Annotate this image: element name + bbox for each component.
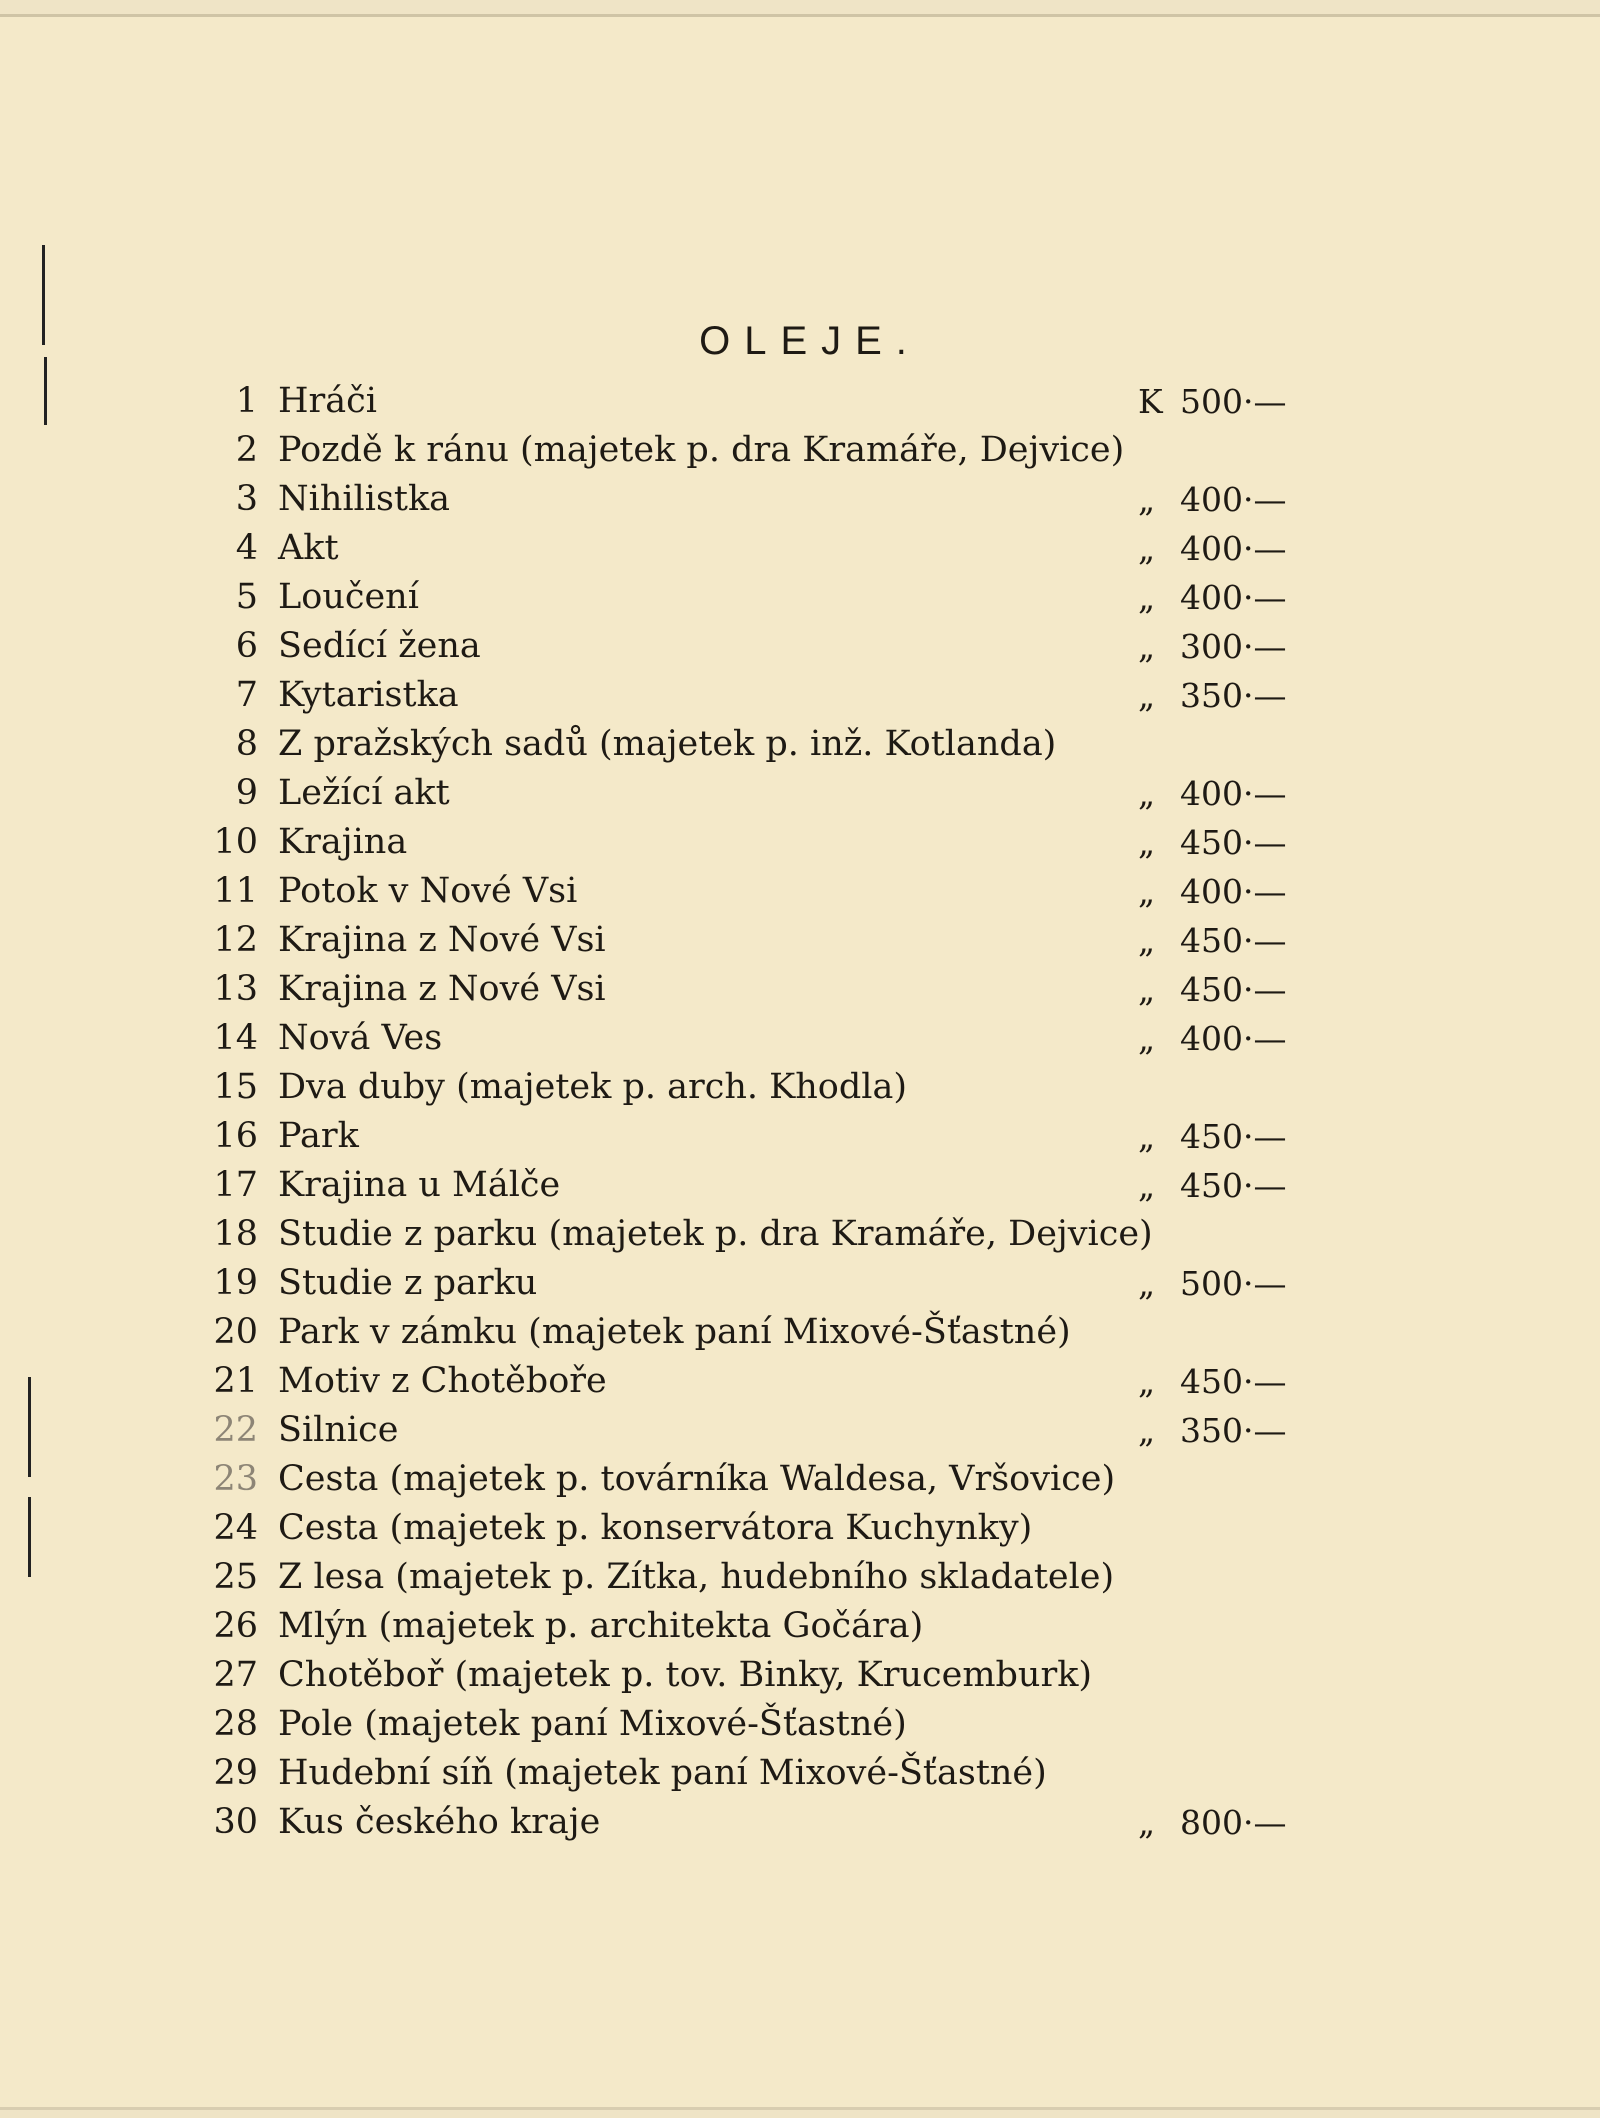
item-price	[1138, 622, 1286, 671]
item-price	[1138, 1112, 1286, 1161]
list-item	[200, 916, 1300, 965]
list-item	[200, 720, 1300, 769]
item-number: 12	[213, 920, 258, 960]
price-value: 450·—	[1180, 1117, 1287, 1156]
item-title: Pozdě k ránu (majetek p. dra Kramáře, Dejvice)	[278, 430, 1125, 470]
item-title: Park v zámku (majetek paní Mixové-Šťastné)	[278, 1312, 1071, 1352]
item-price	[1138, 1553, 1180, 1602]
item-title: Krajina u Málče	[278, 1165, 561, 1205]
item-number: 28	[213, 1704, 258, 1744]
item-number: 6	[235, 626, 258, 666]
price-value: 400·—	[1180, 774, 1287, 813]
item-price	[1138, 377, 1286, 426]
item-title: Hráči	[278, 381, 377, 421]
item-price	[1138, 1798, 1286, 1847]
price-unit: „	[1138, 823, 1156, 862]
list-item	[200, 1504, 1300, 1553]
item-number: 10	[213, 822, 258, 862]
price-unit: „	[1138, 970, 1156, 1009]
price-unit: „	[1138, 480, 1156, 519]
item-price	[1138, 1063, 1180, 1112]
item-number: 15	[213, 1067, 258, 1107]
price-value: 400·—	[1180, 1019, 1287, 1058]
item-price	[1138, 524, 1286, 573]
item-number: 27	[213, 1655, 258, 1695]
item-title: Z lesa (majetek p. Zítka, hudebního skladatele)	[278, 1557, 1115, 1597]
price-unit: „	[1138, 1411, 1156, 1450]
price-unit: „	[1138, 774, 1156, 813]
price-unit: „	[1138, 627, 1156, 666]
price-unit: „	[1138, 1117, 1156, 1156]
price-value: 400·—	[1180, 872, 1287, 911]
item-title: Akt	[278, 528, 339, 568]
item-number: 4	[235, 528, 258, 568]
item-price	[1138, 867, 1286, 916]
list-item	[200, 818, 1300, 867]
item-number: 21	[213, 1361, 258, 1401]
price-value: 800·—	[1180, 1803, 1287, 1842]
item-title: Park	[278, 1116, 359, 1156]
price-value: 400·—	[1180, 529, 1287, 568]
item-title: Krajina	[278, 822, 408, 862]
item-title: Studie z parku (majetek p. dra Kramáře, Dejvice)	[278, 1214, 1153, 1254]
price-value: 450·—	[1180, 1362, 1287, 1401]
list-item	[200, 1259, 1300, 1308]
item-number: 2	[235, 430, 258, 470]
list-item	[200, 524, 1300, 573]
item-number: 9	[235, 773, 258, 813]
list-item	[200, 867, 1300, 916]
margin-pencil-mark	[44, 357, 47, 425]
price-unit: „	[1138, 578, 1156, 617]
catalog-page	[0, 14, 1600, 2110]
item-title: Hudební síň (majetek paní Mixové-Šťastné)	[278, 1753, 1047, 1793]
item-number: 23	[213, 1459, 258, 1499]
price-value: 400·—	[1180, 480, 1287, 519]
item-price	[1138, 573, 1286, 622]
list-item	[200, 1308, 1300, 1357]
list-item	[200, 426, 1300, 475]
item-price	[1138, 1161, 1286, 1210]
item-price	[1138, 1504, 1180, 1553]
item-number: 11	[213, 871, 258, 911]
item-price	[1138, 965, 1286, 1014]
item-price	[1138, 769, 1286, 818]
item-title: Potok v Nové Vsi	[278, 871, 578, 911]
item-price	[1138, 818, 1286, 867]
list-item	[200, 1014, 1300, 1063]
price-unit: „	[1138, 529, 1156, 568]
item-price	[1138, 720, 1180, 769]
item-number: 24	[213, 1508, 258, 1548]
item-title: Dva duby (majetek p. arch. Khodla)	[278, 1067, 907, 1107]
item-title: Sedící žena	[278, 626, 481, 666]
item-number: 22	[213, 1410, 258, 1450]
list-item	[200, 769, 1300, 818]
price-unit: „	[1138, 1362, 1156, 1401]
list-item	[200, 1651, 1300, 1700]
price-unit: K	[1138, 382, 1163, 421]
price-value: 350·—	[1180, 676, 1287, 715]
item-price	[1138, 1014, 1286, 1063]
item-number: 17	[213, 1165, 258, 1205]
item-title: Nová Ves	[278, 1018, 443, 1058]
painting-list	[200, 377, 1300, 1847]
item-title: Krajina z Nové Vsi	[278, 920, 606, 960]
item-price	[1138, 1357, 1286, 1406]
price-value: 450·—	[1180, 1166, 1287, 1205]
item-number: 5	[235, 577, 258, 617]
price-unit: „	[1138, 1166, 1156, 1205]
price-unit: „	[1138, 1803, 1156, 1842]
item-price	[1138, 1210, 1180, 1259]
list-item	[200, 1210, 1300, 1259]
item-price	[1138, 1700, 1180, 1749]
item-price	[1138, 916, 1286, 965]
list-item	[200, 1112, 1300, 1161]
item-title: Cesta (majetek p. konservátora Kuchynky)	[278, 1508, 1033, 1548]
list-item	[200, 965, 1300, 1014]
item-price	[1138, 671, 1286, 720]
price-value: 500·—	[1180, 382, 1287, 421]
price-unit: „	[1138, 921, 1156, 960]
item-number: 8	[235, 724, 258, 764]
item-price	[1138, 1749, 1180, 1798]
item-number: 1	[235, 381, 258, 421]
item-number: 7	[235, 675, 258, 715]
item-price	[1138, 1308, 1180, 1357]
item-number: 29	[213, 1753, 258, 1793]
item-title: Silnice	[278, 1410, 399, 1450]
item-title: Nihilistka	[278, 479, 451, 519]
item-title: Motiv z Chotěboře	[278, 1361, 607, 1401]
price-unit: „	[1138, 1019, 1156, 1058]
price-value: 500·—	[1180, 1264, 1287, 1303]
list-item	[200, 1406, 1300, 1455]
list-item	[200, 622, 1300, 671]
item-title: Mlýn (majetek p. architekta Gočára)	[278, 1606, 924, 1646]
price-unit: „	[1138, 676, 1156, 715]
list-item	[200, 671, 1300, 720]
item-price	[1138, 426, 1180, 475]
list-item	[200, 1357, 1300, 1406]
item-price	[1138, 1259, 1286, 1308]
price-value: 450·—	[1180, 970, 1287, 1009]
item-title: Loučení	[278, 577, 419, 617]
list-item	[200, 1798, 1300, 1847]
item-title: Cesta (majetek p. továrníka Waldesa, Vršovice)	[278, 1459, 1116, 1499]
item-price	[1138, 1651, 1180, 1700]
price-unit: „	[1138, 872, 1156, 911]
list-item	[200, 377, 1300, 426]
item-title: Chotěboř (majetek p. tov. Binky, Krucemburk)	[278, 1655, 1093, 1695]
item-number: 20	[213, 1312, 258, 1352]
item-number: 18	[213, 1214, 258, 1254]
list-item	[200, 1161, 1300, 1210]
item-number: 3	[235, 479, 258, 519]
margin-pencil-mark	[28, 1377, 31, 1477]
item-number: 13	[213, 969, 258, 1009]
list-item	[200, 475, 1300, 524]
item-price	[1138, 1455, 1180, 1504]
item-title: Ležící akt	[278, 773, 450, 813]
item-price	[1138, 1406, 1286, 1455]
list-item	[200, 1602, 1300, 1651]
item-number: 16	[213, 1116, 258, 1156]
price-value: 300·—	[1180, 627, 1287, 666]
item-price	[1138, 475, 1286, 524]
price-unit: „	[1138, 1264, 1156, 1303]
item-title: Kus českého kraje	[278, 1802, 601, 1842]
item-title: Pole (majetek paní Mixové-Šťastné)	[278, 1704, 907, 1744]
list-item	[200, 1553, 1300, 1602]
item-price	[1138, 1602, 1180, 1651]
page-title: OLEJE.	[699, 319, 921, 363]
price-value: 450·—	[1180, 921, 1287, 960]
list-item	[200, 1063, 1300, 1112]
item-title: Krajina z Nové Vsi	[278, 969, 606, 1009]
item-number: 30	[213, 1802, 258, 1842]
item-number: 19	[213, 1263, 258, 1303]
price-value: 400·—	[1180, 578, 1287, 617]
list-item	[200, 1700, 1300, 1749]
item-number: 25	[213, 1557, 258, 1597]
item-title: Studie z parku	[278, 1263, 538, 1303]
list-item	[200, 1749, 1300, 1798]
item-title: Kytaristka	[278, 675, 459, 715]
list-item	[200, 1455, 1300, 1504]
item-number: 14	[213, 1018, 258, 1058]
margin-pencil-mark	[28, 1497, 31, 1577]
item-number: 26	[213, 1606, 258, 1646]
price-value: 450·—	[1180, 823, 1287, 862]
item-title: Z pražských sadů (majetek p. inž. Kotlanda)	[278, 724, 1057, 764]
price-value: 350·—	[1180, 1411, 1287, 1450]
list-item	[200, 573, 1300, 622]
